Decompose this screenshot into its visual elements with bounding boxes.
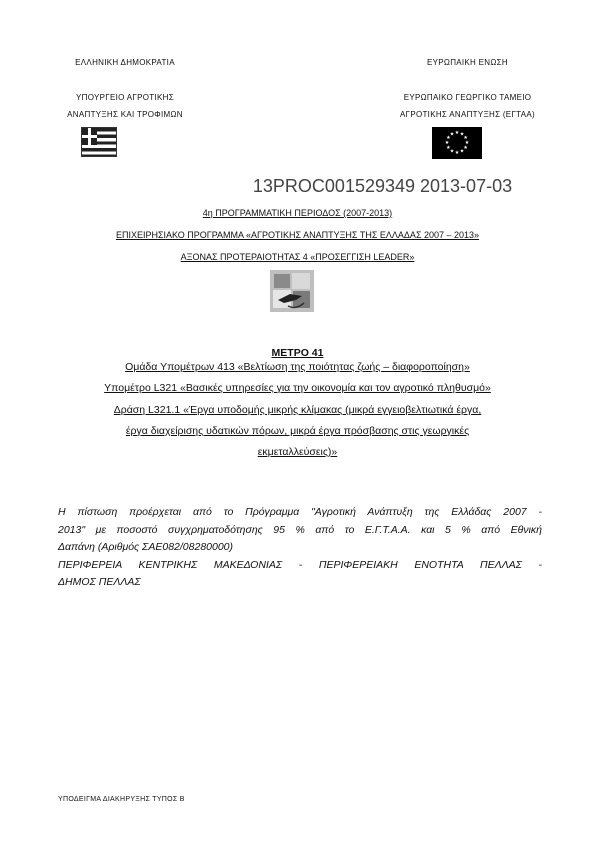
svg-text:★: ★: [446, 145, 451, 151]
funding-paragraph: [58, 504, 542, 592]
svg-text:★: ★: [444, 140, 450, 146]
eu-flag-icon: [432, 127, 482, 159]
funding-line-5: ΔΗΜΟΣ ΠΕΛΛΑΣ: [58, 576, 141, 588]
action-line-3: εκμεταλλεύσεις)»: [257, 446, 338, 458]
operational-program: ΕΠΙΧΕΙΡΗΣΙΑΚΟ ΠΡΟΓΡΑΜΜΑ «ΑΓΡΟΤΙΚΗΣ ΑΝΑΠΤΥΞΗΣ ΤΗΣ ΕΛΛΑΔΑΣ 2007 – 2013»: [115, 230, 480, 240]
program-period: 4η ΠΡΟΓΡΑΜΜΑΤΙΚΗ ΠΕΡΙΟΔΟΣ (2007-2013): [202, 208, 393, 218]
svg-text:★: ★: [463, 145, 468, 151]
svg-text:★: ★: [454, 150, 460, 156]
action-line-1: Δράση L321.1 «Έργα υποδομής μικρής κλίμακας (μικρά εγγειοβελτιωτικά έργα,: [113, 404, 482, 416]
ministry-line-2: ΑΝΑΠΤΥΞΗΣ ΚΑΙ ΤΡΟΦΙΜΩΝ: [67, 110, 183, 119]
measure-title: ΜΕΤΡΟ 41: [271, 347, 324, 359]
funding-line-4: ΠΕΡΙΦΕΡΕΙΑ ΚΕΝΤΡΙΚΗΣ ΜΑΚΕΔΟΝΙΑΣ - ΠΕΡΙΦΕΡΕΙΑΚΗ ΕΝΟΤΗΤΑ ΠΕΛΛΑΣ -: [58, 558, 542, 571]
right-union-heading: ΕΥΡΩΠΑΙΚΗ ΕΝΩΣΗ: [427, 58, 508, 67]
svg-text:★: ★: [449, 148, 455, 155]
left-country-heading: ΕΛΛΗΝΙΚΗ ΔΗΜΟΚΡΑΤΙΑ: [75, 58, 175, 67]
fund-line-1: ΕΥΡΩΠΑΙΚΟ ΓΕΩΡΓΙΚΟ ΤΑΜΕΙΟ: [403, 93, 532, 102]
svg-text:★: ★: [463, 135, 468, 141]
svg-text:★: ★: [464, 140, 470, 146]
svg-text:★: ★: [459, 131, 465, 138]
ministry-line-1: ΥΠΟΥΡΓΕΙΟ ΑΓΡΟΤΙΚΗΣ: [76, 93, 174, 102]
leader-logo-icon: [270, 270, 314, 312]
action-line-2: έργα διαχείρισης υδατικών πόρων, μικρά έργα πρόσβασης στις γεωργικές: [125, 425, 470, 437]
funding-line-2: 2013" με ποσοστό συγχρηματοδότησης 95 % από το Ε.Γ.Τ.Α.Α. και 5 % από Εθνική: [58, 523, 542, 536]
fund-line-2: ΑΓΡΟΤΙΚΗΣ ΑΝΑΠΤΥΞΗΣ (ΕΓΤΑΑ): [400, 110, 535, 119]
funding-line-1: Η πίστωση προέρχεται από το Πρόγραμμα "Αγροτική Ανάπτυξη της Ελλάδας 2007 -: [58, 506, 542, 518]
svg-text:★: ★: [454, 130, 460, 136]
document-id: 13PROC001529349 2013-07-03: [252, 176, 513, 196]
measure-group: Ομάδα Υπομέτρων 413 «Βελτίωση της ποιότητας ζωής – διαφοροποίηση»: [125, 361, 470, 373]
funding-line-3: Δαπάνη (Αριθμός ΣΑΕ082/08280000): [58, 541, 234, 553]
greek-flag-icon: [81, 127, 117, 157]
submeasure: Υπομέτρο L321 «Βασικές υπηρεσίες για την οικονομία και τον αγροτικό πληθυσμό»: [104, 382, 491, 394]
svg-text:★: ★: [446, 135, 451, 141]
svg-text:★: ★: [459, 148, 465, 155]
svg-text:★: ★: [449, 131, 455, 138]
priority-axis: ΑΞΟΝΑΣ ΠΡΟΤΕΡΑΙΟΤΗΤΑΣ 4 «ΠΡΟΣΕΓΓΙΣΗ LEADER»: [180, 252, 415, 262]
footer-text: ΥΠΟΔΕΙΓΜΑ ΔΙΑΚΗΡΥΞΗΣ ΤΥΠΟΣ Β: [58, 796, 185, 803]
